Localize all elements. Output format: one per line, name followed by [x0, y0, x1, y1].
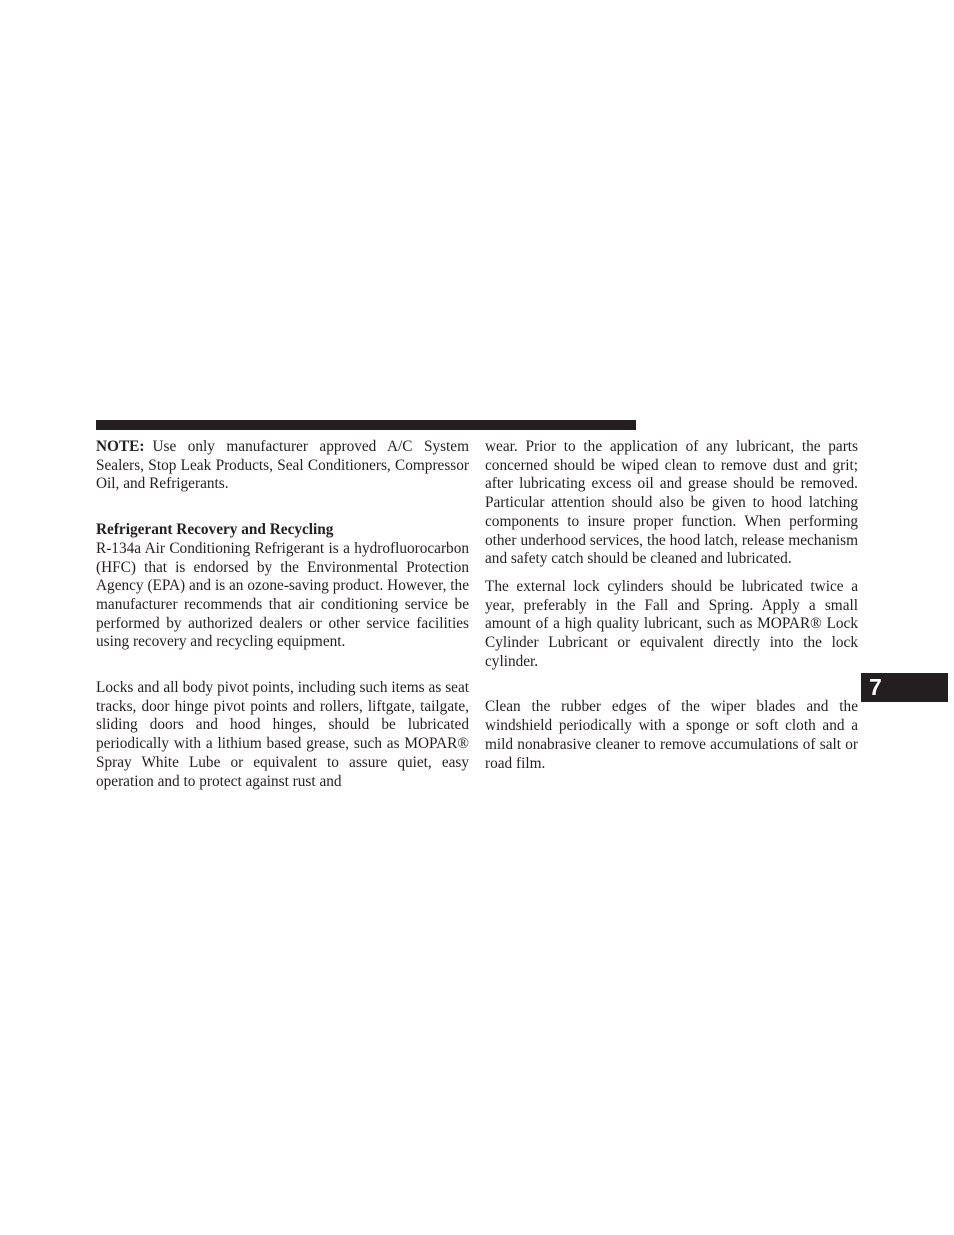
wiper-paragraph: Clean the rubber edges of the wiper blades and the windshield periodically with a sponge or soft cloth and a mild nonabrasive cleaner to remove accumulations of salt or road film. — [485, 698, 858, 772]
locks-paragraph: Locks and all body pivot points, including such items as seat tracks, door hinge pivot points and rollers, liftgate, tailgate, sliding doors and hood hinges, should be lubricated periodically with a lithium based grease, such as MOPAR® Spray White Lube or equivalent to assure quiet, easy operation and to protect against rust and — [96, 679, 469, 790]
section-header-rule — [96, 420, 636, 430]
note-label: NOTE: — [96, 438, 145, 455]
refrigerant-paragraph: R-134a Air Conditioning Refrigerant is a hydrofluorocarbon (HFC) that is endorsed by the Environmental Protection Agency (EPA) and is an ozone-saving product. However, the manufacturer recommends that air conditioning service be performed by authorized dealers or other service facilities using recovery and recycling equipment. — [96, 539, 469, 651]
locks-continued-paragraph: wear. Prior to the application of any lubricant, the parts concerned should be wiped clean to remove dust and grit; after lubricating excess oil and grease should be removed. Particular attention should also be given to hood latching components to insure proper function. When performing other underhood services, the hood latch, release mechanism and safety catch should be cleaned and lubricated. — [485, 438, 858, 568]
refrigerant-heading: Refrigerant Recovery and Recycling — [96, 521, 334, 539]
right-column — [485, 438, 858, 773]
note-text: Use only manufacturer approved A/C System Sealers, Stop Leak Products, Seal Conditioners, Compressor Oil, and Refrigerants. — [96, 438, 469, 493]
lock-cylinders-paragraph: The external lock cylinders should be lubricated twice a year, preferably in the Fall and Spring. Apply a small amount of a high quality lubricant, such as MOPAR® Lock Cylinder Lubricant or equivalent directly into the lock cylinder. — [485, 577, 858, 670]
chapter-number: 7 — [869, 674, 882, 700]
note-paragraph — [96, 438, 469, 494]
chapter-tab — [861, 673, 948, 702]
left-column — [96, 438, 469, 791]
